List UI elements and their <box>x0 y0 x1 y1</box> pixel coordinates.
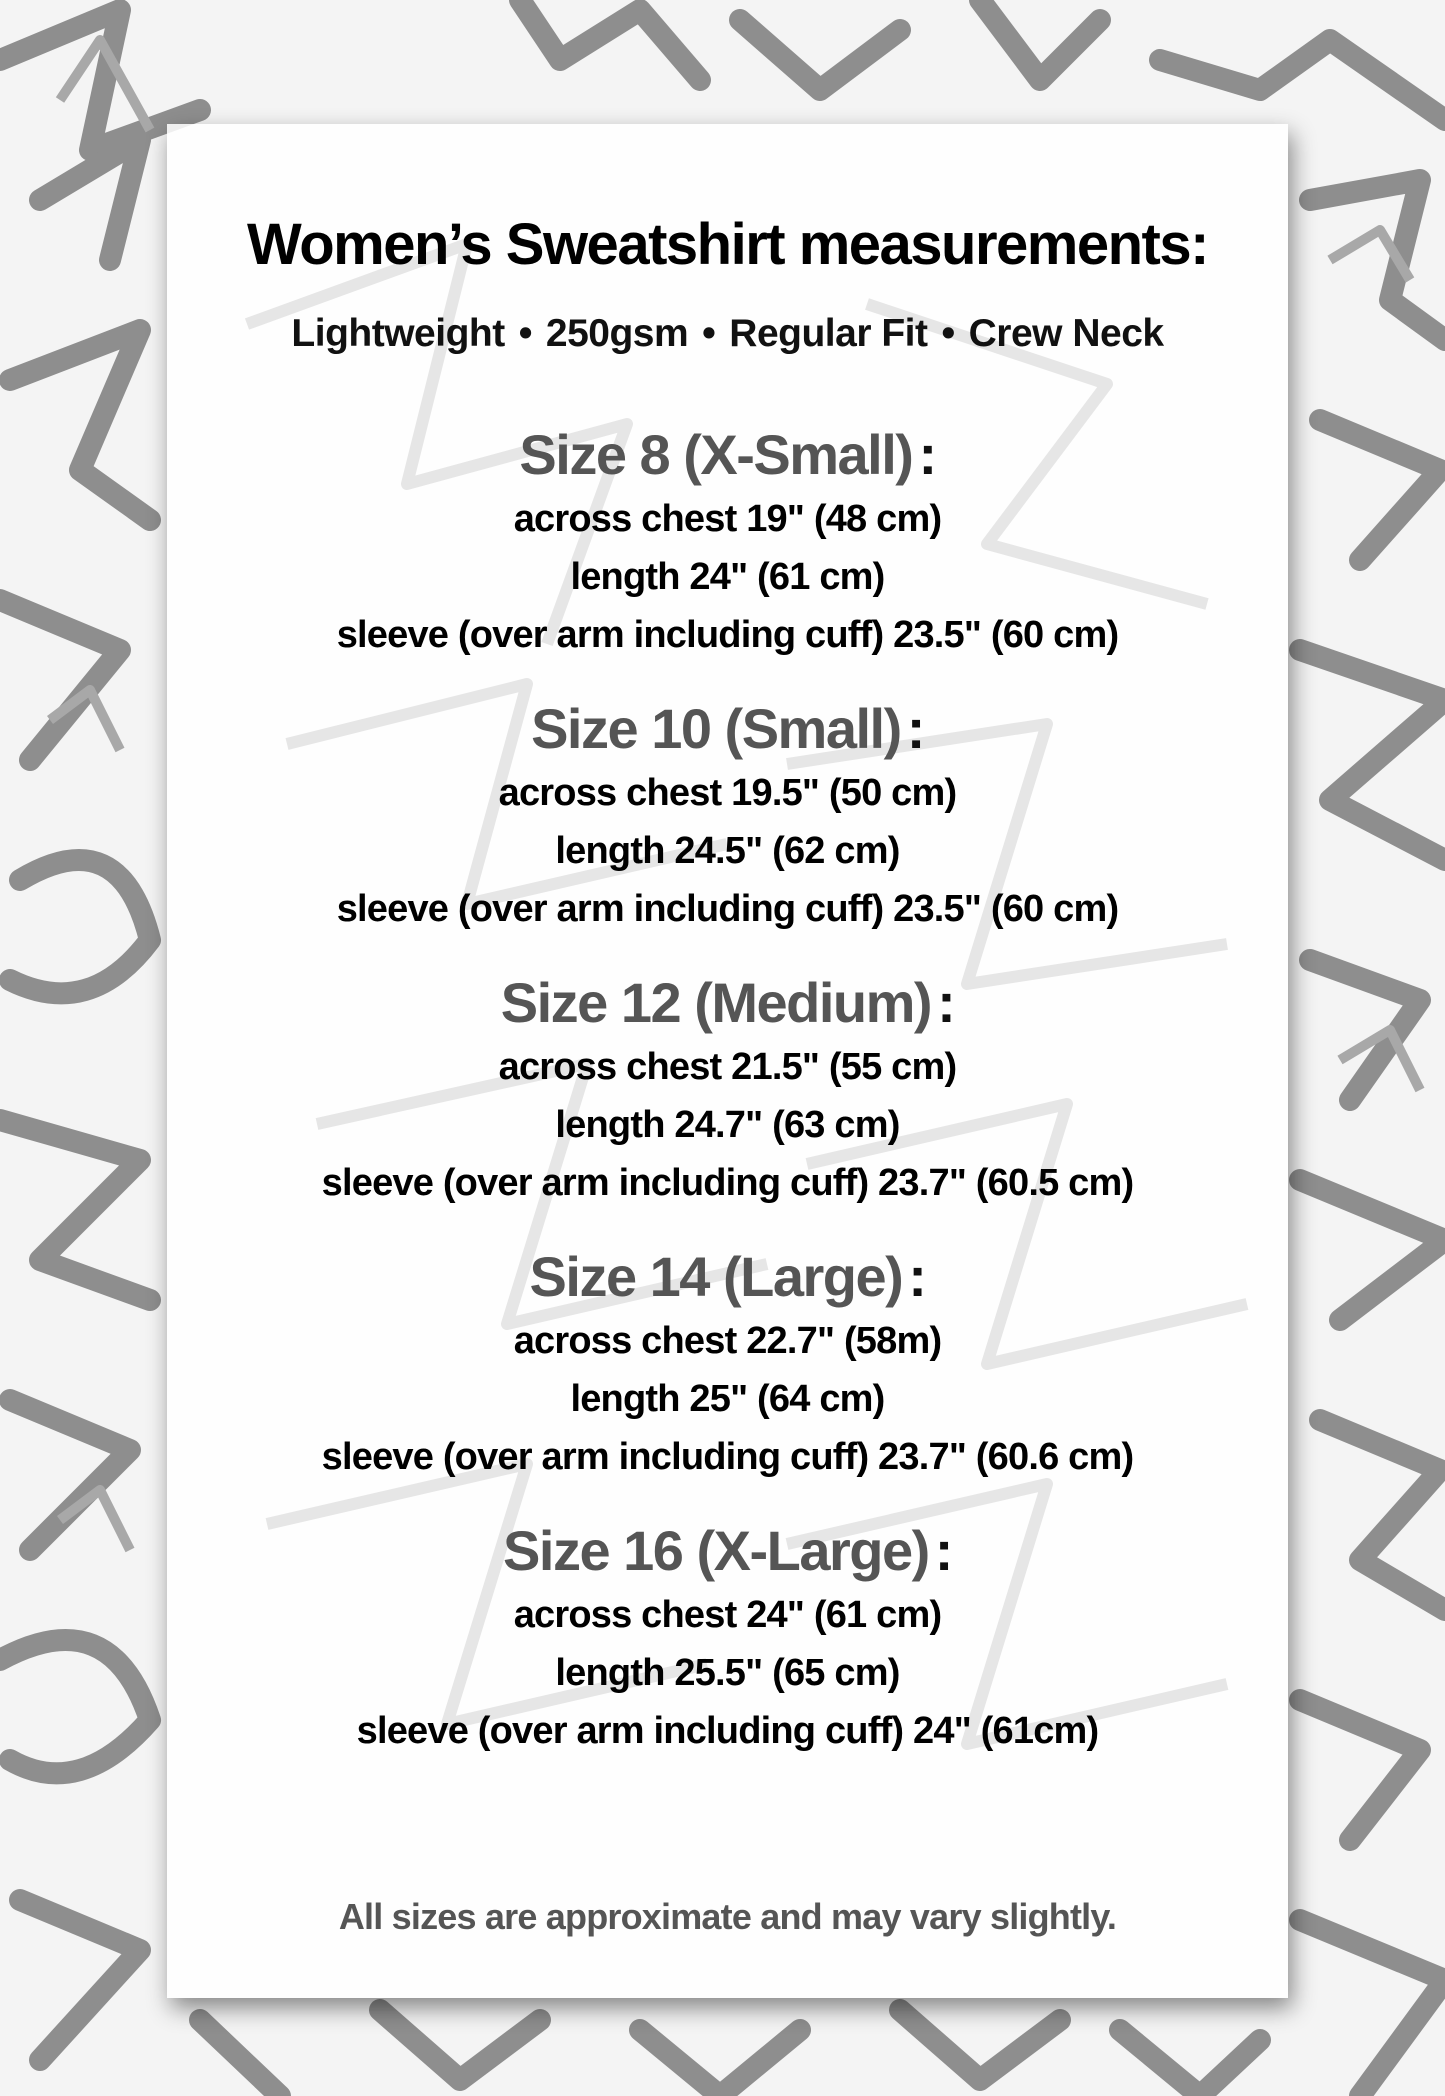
chest-measurement: across chest 19" (48 cm) <box>513 498 942 540</box>
size-title-colon: : <box>906 697 924 760</box>
chest-measurement: across chest 21.5" (55 cm) <box>498 1046 957 1088</box>
spec-separator: • <box>518 312 532 355</box>
size-title: Size 16 (X-Large) <box>503 1519 929 1582</box>
disclaimer-note: All sizes are approximate and may vary slightly. <box>338 1896 1117 1937</box>
spec-neck: Crew Neck <box>968 312 1164 355</box>
size-title-colon: : <box>908 1245 926 1308</box>
sleeve-measurement: sleeve (over arm including cuff) 23.7" (60.5 cm) <box>321 1162 1134 1204</box>
length-measurement: length 25.5" (65 cm) <box>555 1652 900 1694</box>
measurement-card <box>167 124 1288 1998</box>
chest-measurement: across chest 22.7" (58m) <box>513 1320 942 1362</box>
size-title-colon: : <box>918 423 936 486</box>
length-measurement: length 24.7" (63 cm) <box>555 1104 900 1146</box>
size-block-xlarge <box>167 1516 1288 1760</box>
spec-separator: • <box>702 312 716 355</box>
size-title: Size 8 (X-Small) <box>519 423 913 486</box>
size-title-colon: : <box>937 971 955 1034</box>
spec-fit: Regular Fit <box>729 312 928 355</box>
size-block-large <box>167 1242 1288 1486</box>
size-title: Size 14 (Large) <box>529 1245 903 1308</box>
sleeve-measurement: sleeve (over arm including cuff) 23.5" (60 cm) <box>336 888 1119 930</box>
size-block-medium <box>167 968 1288 1212</box>
length-measurement: length 25" (64 cm) <box>570 1378 885 1420</box>
spec-weight: Lightweight <box>291 312 505 355</box>
chest-measurement: across chest 19.5" (50 cm) <box>498 772 957 814</box>
card-content <box>167 124 1288 1760</box>
size-block-small <box>167 694 1288 938</box>
size-title: Size 10 (Small) <box>531 697 901 760</box>
length-measurement: length 24" (61 cm) <box>570 556 885 598</box>
size-title: Size 12 (Medium) <box>500 971 932 1034</box>
sleeve-measurement: sleeve (over arm including cuff) 24" (61cm) <box>356 1710 1099 1752</box>
size-title-colon: : <box>934 1519 952 1582</box>
spec-gsm: 250gsm <box>545 312 689 355</box>
sleeve-measurement: sleeve (over arm including cuff) 23.5" (60 cm) <box>336 614 1119 656</box>
chest-measurement: across chest 24" (61 cm) <box>513 1594 942 1636</box>
page-title: Women’s Sweatshirt measurements: <box>247 212 1208 277</box>
size-block-xsmall <box>167 420 1288 664</box>
product-specs <box>167 308 1288 360</box>
length-measurement: length 24.5" (62 cm) <box>555 830 900 872</box>
sleeve-measurement: sleeve (over arm including cuff) 23.7" (60.6 cm) <box>321 1436 1134 1478</box>
spec-separator: • <box>941 312 955 355</box>
